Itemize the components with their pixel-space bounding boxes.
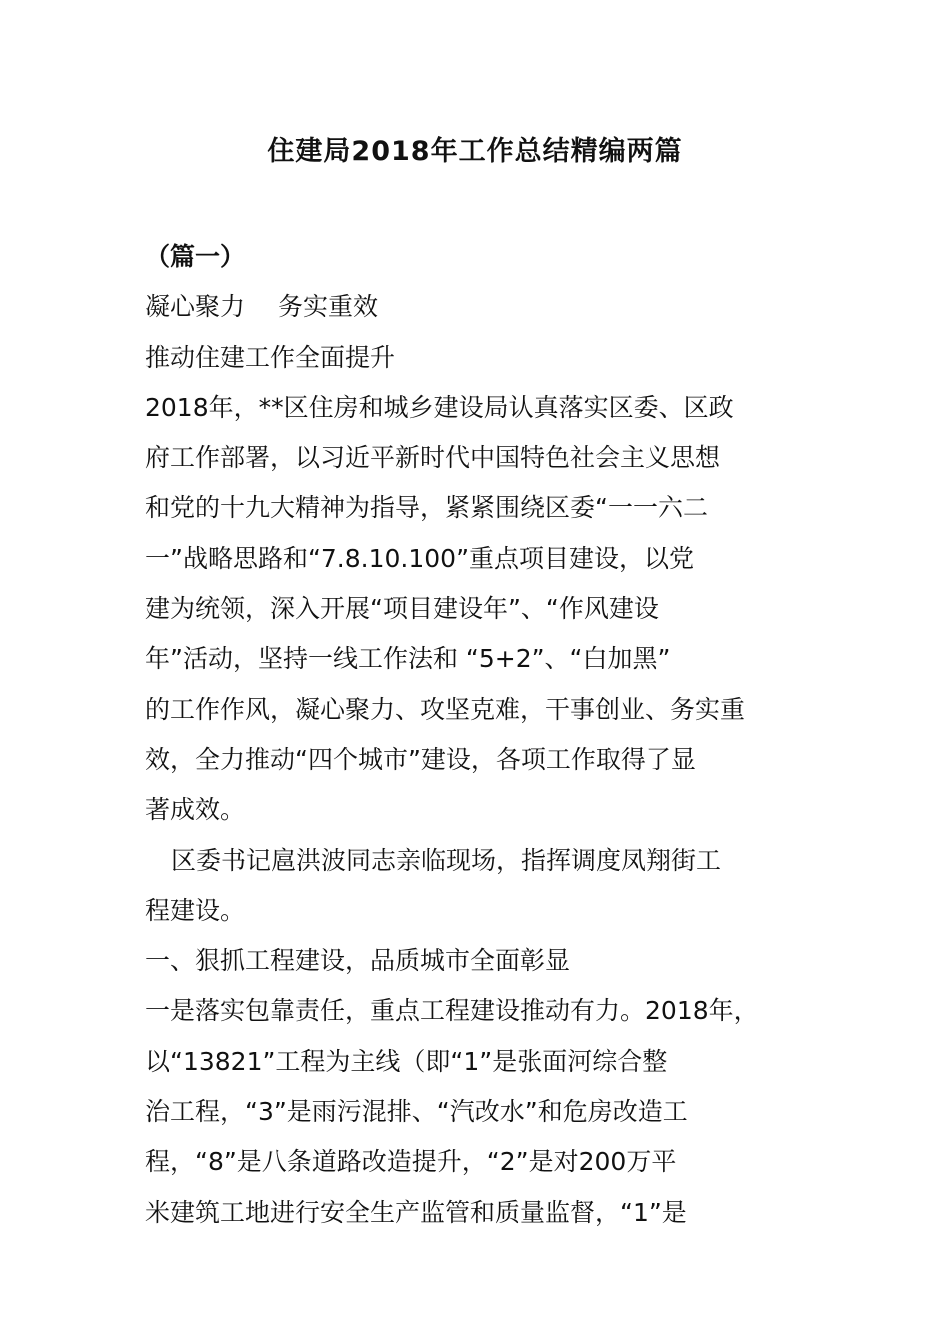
- paragraph-line: 的工作作风，凝心聚力、攻坚克难，干事创业、务实重: [145, 694, 746, 724]
- paragraph-line: 建为统领，深入开展“项目建设年”、“作风建设: [145, 594, 659, 624]
- document-body: [145, 232, 815, 1238]
- paragraph-line: 以“13821”工程为主线（即“1”是张面河综合整: [145, 1046, 668, 1076]
- section-heading-line: 一、狠抓工程建设，品质城市全面彰显: [145, 946, 571, 976]
- paragraph-line: 效，全力推动“四个城市”建设，各项工作取得了显: [145, 744, 696, 774]
- document-title: 住建局2018年工作总结精编两篇: [267, 136, 683, 167]
- paragraph-line: 年”活动，坚持一线工作法和 “5+2”、“白加黑”: [145, 644, 671, 674]
- paragraph-line: 程建设。: [145, 895, 246, 925]
- paragraph-line: 米建筑工地进行安全生产监管和质量监督，“1”是: [145, 1197, 687, 1227]
- paragraph-line: 一是落实包靠责任，重点工程建设推动有力。2018年，: [145, 996, 759, 1026]
- subtitle-line: 推动住建工作全面提升: [145, 342, 396, 372]
- paragraph-line: 和党的十九大精神为指导，紧紧围绕区委“一一六二: [145, 493, 708, 523]
- paragraph-line: 程，“8”是八条道路改造提升，“2”是对200万平: [145, 1147, 677, 1177]
- paragraph-line: 治工程，“3”是雨污混排、“汽改水”和危房改造工: [145, 1097, 688, 1127]
- paragraph-line: 一”战略思路和“7.8.10.100”重点项目建设，以党: [145, 543, 695, 573]
- section-heading: （篇一）: [145, 242, 246, 271]
- paragraph-line: 府工作部署，以习近平新时代中国特色社会主义思想: [145, 443, 721, 473]
- paragraph-line: 2018年，**区住房和城乡建设局认真落实区委、区政: [145, 392, 734, 422]
- paragraph-line: 区委书记扈洪波同志亲临现场，指挥调度凤翔街工: [171, 845, 722, 875]
- paragraph-line: 著成效。: [145, 795, 246, 825]
- subtitle-line: 凝心聚力 务实重效: [145, 292, 378, 322]
